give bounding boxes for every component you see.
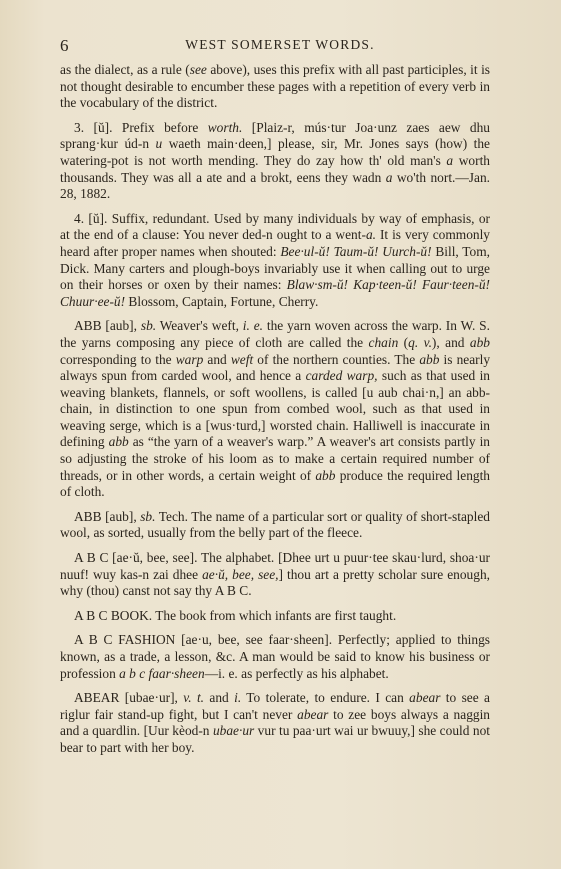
text-run: produce the required length of cloth. <box>60 467 490 500</box>
text-run: 3. [ŭ]. Prefix before <box>74 119 208 135</box>
italic-run: i. e. <box>242 318 263 334</box>
page-number: 6 <box>60 36 69 55</box>
text-run: Weaver's weft, <box>156 318 243 334</box>
text-run: wo'th nort.—Jan. 28, 1882. <box>60 169 490 202</box>
text-run: ] thou art a pretty scholar sure enough, why (thou) canst not say thy A B C. <box>60 566 490 599</box>
italic-run: Bee·ul-ŭ! Taum-ŭ! Uurch-ŭ! <box>280 243 432 259</box>
italic-run: abear <box>297 706 329 722</box>
dictionary-entry <box>60 632 490 682</box>
text-run: to zee boys always a naggin and a quardlin. [Uur kèod-n <box>60 706 491 739</box>
italic-run: weft <box>230 351 254 367</box>
text-run: to see a riglur fair stand-up fight, but I can't never <box>60 690 490 722</box>
text-run: ABB [aub], <box>74 508 141 524</box>
italic-run: warp <box>175 351 204 367</box>
dictionary-entry <box>60 318 490 501</box>
italic-run: a. <box>365 227 376 243</box>
dictionary-entry <box>60 509 490 542</box>
italic-run: abear <box>409 690 441 706</box>
text-run: A B C [ae·ŭ, bee, see]. The alphabet. [Dhee urt u puur·tee skau·lurd, shoa·ur nuuf! wuy kas-n zai dhee <box>60 550 490 582</box>
text-run: [Plaiz-r, mús·tur Joa·unz zaes aew dhu sprang·kur úd-n <box>60 119 490 152</box>
italic-run: abb <box>419 351 440 367</box>
italic-run: chain <box>368 334 399 350</box>
text-run: is nearly always spun from carded wool, and hence a <box>60 351 491 384</box>
dictionary-entry <box>60 608 490 625</box>
text-run: Blossom, Captain, Fortune, Cherry. <box>125 293 319 309</box>
text-run: worth thousands. They was all a ate and a brokt, eens they wadn <box>60 152 490 185</box>
text-run: of the northern counties. The <box>253 351 420 367</box>
body-text <box>60 62 490 765</box>
text-run: ( <box>398 334 409 350</box>
text-run: as “the yarn of a weaver's warp.” A weaver's art consists partly in so adjusting the stroke of his loom as to make a certain required number of threads, or in other words, a certain weight of <box>60 434 490 483</box>
text-run: A B C FASHION [ae·u, bee, see faar·sheen]. Perfectly; applied to things known, as a trade, a lesson, &c. A man would be said to know his business or profession <box>60 632 490 681</box>
italic-run: sb. <box>140 508 156 524</box>
dictionary-entry <box>60 550 490 600</box>
italic-run: abb <box>108 434 129 450</box>
text-run: To tolerate, to endure. I can <box>241 690 410 706</box>
text-run: the yarn woven across the warp. In W. S. the yarns composing any piece of cloth are called the <box>60 318 490 350</box>
italic-run: Blaw·sm-ŭ! Kap·teen-ŭ! Faur·teen-ŭ! Chuur·ee-ŭ! <box>60 277 491 309</box>
text-run: Bill, Tom, Dick. Many carters and plough-boys invariably use it when calling out to urge on their horses or oxen by their names: <box>60 243 490 293</box>
dictionary-entry <box>60 690 490 756</box>
page-header <box>60 36 500 56</box>
italic-run: i. <box>234 690 242 706</box>
text-run: as the dialect, as a rule ( <box>60 62 190 77</box>
italic-run: u <box>155 136 163 152</box>
italic-run: sb. <box>140 318 157 334</box>
italic-run: a <box>446 152 454 168</box>
text-run: and <box>203 351 231 367</box>
paragraph <box>60 211 490 311</box>
paragraph <box>60 62 490 112</box>
italic-run: worth. <box>207 119 243 135</box>
text-run: It is very commonly heard after proper names when shouted: <box>60 227 490 259</box>
text-run: —i. e. as perfectly as his alphabet. <box>204 665 389 681</box>
paragraph <box>60 120 490 203</box>
italic-run: v. t. <box>183 690 205 706</box>
text-run: ), and <box>431 334 470 350</box>
italic-run: ubae·ur <box>212 723 255 739</box>
italic-run: a <box>385 169 393 185</box>
italic-run: abb <box>469 334 490 350</box>
italic-run: abb <box>315 467 336 483</box>
running-title: WEST SOMERSET WORDS. <box>185 37 375 52</box>
text-run: ABEAR [ubae·ur], <box>74 690 184 706</box>
text-run: waeth main·deen,] please, sir, Mr. Jones says (how) the watering-pot is not worth mending. They do zay how th' old man's <box>60 136 491 168</box>
italic-run: q. v. <box>408 334 432 350</box>
text-run: and <box>204 690 235 706</box>
text-run: vur tu paa·urt wai ur bwuuy,] she could not bear to part with her boy. <box>60 723 490 755</box>
text-run: ABB [aub], <box>74 318 141 334</box>
italic-run: see <box>189 62 207 77</box>
text-run: Tech. The name of a particular sort or quality of short-stapled wool, as sorted, usually from the belly part of the fleece. <box>60 508 490 541</box>
text-run: above), uses this prefix with all past participles, it is not thought desirable to encumber these pages with a repetition of every verb in the vocabulary of the district. <box>60 62 491 111</box>
text-run: A B C BOOK. The book from which infants are first taught. <box>74 607 397 623</box>
italic-run: a b c faar·sheen <box>119 665 205 681</box>
text-run: corresponding to the <box>60 351 176 367</box>
text-run: such as that used in weaving blankets, flannels, or soft woollens, is called [u aub chai·n,] an abb-chain, in distinction to one spun from combed wool, such as that used in weaving serge, which is a [wus·turd,] worsted chain. Halliwell is inaccurate in defining <box>60 368 490 450</box>
italic-run: ae·ŭ, bee, see, <box>202 566 279 582</box>
text-run: 4. [ŭ]. Suffix, redundant. Used by many individuals by way of emphasis, or at the end of a clause: You never ded-n ought to a went- <box>60 210 490 243</box>
italic-run: carded warp, <box>305 368 378 384</box>
